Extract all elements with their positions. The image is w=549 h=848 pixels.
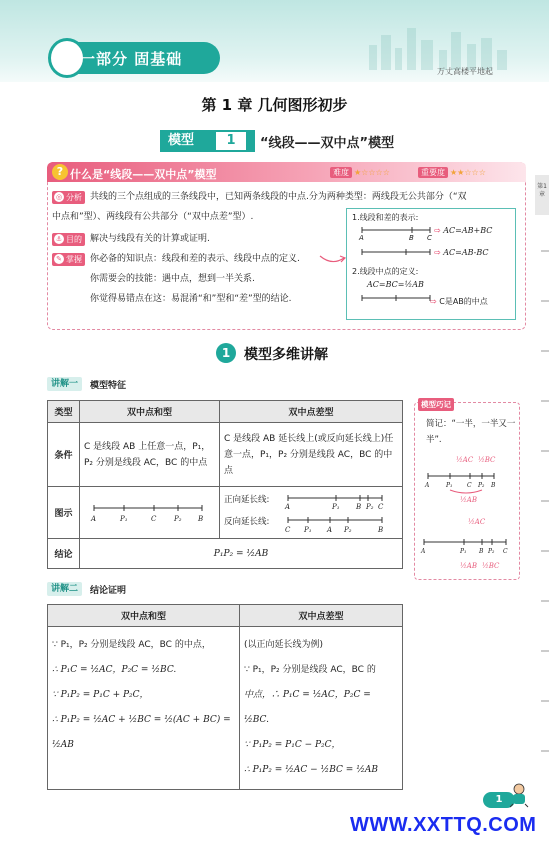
explain1-tag: 讲解一 [47, 377, 82, 391]
proof-header-sum: 双中点和型 [48, 605, 240, 627]
diff-formula-text: AC=AB-BC [443, 248, 489, 257]
svg-text:P₂: P₂ [174, 515, 182, 523]
svg-text:½AB: ½AB [460, 562, 477, 570]
svg-text:A: A [91, 515, 97, 523]
svg-text:½AB: ½AB [460, 496, 477, 504]
proof-diff-line: ∴ P₁P₂ = ½AC − ½BC = ½AB [244, 765, 379, 775]
sum-formula: ⇨ AC=AB+BC [434, 226, 493, 235]
pt-B: B [409, 234, 414, 242]
master-label-text: 掌握 [66, 255, 82, 264]
header-type: 类型 [48, 401, 80, 423]
model-title-bar [160, 130, 400, 152]
goal-label-text: 目的 [66, 235, 82, 244]
svg-text:B: B [479, 548, 484, 555]
proof-sum-line: ∵ P₁P₂ = P₁C + P₂C， [52, 690, 149, 700]
proof-sum-line: ∵ P₁，P₂ 分别是线段 AC，BC 的中点， [52, 640, 211, 650]
intro-title: 什么是“线段——双中点”模型 [70, 168, 217, 181]
segment-diff-figure [358, 244, 438, 260]
side-divider [541, 600, 549, 602]
svg-text:C: C [503, 548, 508, 555]
midpoint-figure [358, 292, 438, 306]
explain1-title: 模型特征 [90, 381, 127, 391]
side-divider [541, 250, 549, 252]
svg-text:A: A [425, 482, 430, 489]
page-number: 1 [483, 792, 515, 808]
pt-A: A [359, 234, 364, 242]
analysis-line-1: 共线的三个点组成的三条线段中，已知两条线段的中点.分为两种类型：两线段无公共部分（“双 [90, 192, 467, 202]
diff-figures [282, 491, 394, 535]
side-divider [541, 650, 549, 652]
proof-table [47, 604, 403, 790]
svg-text:P₁: P₁ [120, 515, 128, 523]
chapter-title: 第 1 章 几何图形初步 [201, 96, 348, 114]
svg-text:A: A [327, 525, 333, 534]
proof-sum-line: ∴ P₁P₂ = ½AC + ½BC = ½(AC + BC) = [52, 715, 231, 725]
svg-text:B: B [491, 482, 496, 489]
master-line-2: 你需要会的技能：遇中点，想到一半关系. [90, 274, 255, 284]
svg-text:P₁: P₁ [446, 482, 453, 489]
svg-text:P₁: P₁ [332, 502, 340, 511]
midpoint-heading: 2.线段中点的定义: [352, 267, 419, 276]
condition-diff: C 是线段 AB 延长线上(或反向延长线上)任意一点，P₁，P₂ 分别是线段 AC，BC 的中点 [220, 423, 403, 487]
key-icon: ✎ [54, 254, 64, 264]
section-title: 模型多维讲解 [244, 347, 328, 363]
slogan: 万丈高楼平地起 [437, 67, 493, 76]
conclusion-formula: P₁P₂ = ½AB [80, 539, 403, 569]
side-divider [541, 550, 549, 552]
proof-diff [240, 627, 403, 790]
proof-diff-line: ∵ P₁，P₂ 分别是线段 AC，BC 的 [244, 665, 376, 675]
master-label [52, 253, 85, 266]
side-divider [541, 750, 549, 752]
goal-label [52, 233, 85, 246]
figure-label: 图示 [48, 487, 80, 539]
red-arrow-icon [318, 252, 348, 266]
master-line-3: 你觉得易错点在这：易混淆“和”型和“差”型的结论. [90, 294, 292, 304]
proof-diff-line: (以正向延长线为例) [244, 640, 324, 650]
city-skyline-icon [359, 20, 519, 70]
sum-formula-text: AC=AB+BC [443, 226, 493, 235]
model-tag: 模型 [160, 130, 255, 152]
svg-text:P₂: P₂ [478, 482, 485, 489]
condition-label: 条件 [48, 423, 80, 487]
header-diff: 双中点差型 [220, 401, 403, 423]
sum-figure [84, 496, 214, 526]
forward-label: 正向延长线: [224, 494, 270, 505]
svg-text:B: B [356, 502, 362, 511]
watermark: WWW.XXTTQ.COM [350, 814, 537, 836]
difficulty-rating [330, 167, 390, 178]
svg-text:C: C [151, 515, 157, 523]
side-divider [541, 500, 549, 502]
svg-text:P₂: P₂ [344, 525, 352, 534]
svg-text:C: C [467, 482, 472, 489]
difficulty-label: 难度 [330, 167, 352, 178]
side-divider [541, 400, 549, 402]
svg-text:B: B [378, 525, 384, 534]
proof-diff-line: ∵ P₁P₂ = P₁C − P₂C， [244, 740, 341, 750]
goal-text: 解决与线段有关的计算或证明. [90, 234, 210, 244]
tip-figures [420, 452, 518, 576]
midpoint-note-text: C是AB的中点 [439, 297, 488, 306]
reverse-label: 反向延长线: [224, 516, 270, 527]
part-title: 第一部分 固基础 [64, 50, 183, 68]
importance-label: 重要度 [418, 167, 448, 178]
model-feature-table [47, 400, 403, 569]
svg-text:B: B [198, 515, 204, 523]
proof-sum-line: ∴ P₁C = ½AC，P₂C = ½BC. [52, 665, 177, 675]
side-divider [541, 300, 549, 302]
explain2-title: 结论证明 [90, 586, 127, 596]
analysis-label-text: 分析 [66, 193, 82, 202]
master-line-1: 你必备的知识点：线段和差的表示、线段中点的定义. [90, 254, 300, 264]
target-icon: ⚓ [55, 235, 63, 243]
sum-diff-heading: 1.线段和差的表示: [352, 213, 419, 222]
svg-text:A: A [421, 548, 426, 555]
header-sum: 双中点和型 [80, 401, 220, 423]
analysis-label [52, 191, 85, 204]
diff-formula: ⇨ AC=AB-BC [434, 248, 489, 257]
figure-diff [220, 487, 403, 539]
midpoint-note: ⇨ C是AB的中点 [430, 297, 488, 306]
conclusion-label: 结论 [48, 539, 80, 569]
svg-text:C: C [378, 502, 384, 511]
analysis-line-2: 中点和”型）、两线段有公共部分（“双中点差”型）. [52, 212, 254, 222]
svg-text:A: A [285, 502, 291, 511]
magnifier-icon: ◎ [55, 193, 63, 201]
chapter-side-tab[interactable]: 第1章 [535, 175, 549, 215]
proof-sum-line: ½AB [52, 740, 74, 750]
difficulty-stars: ★☆☆☆☆ [354, 168, 390, 177]
midpoint-formula: AC=BC=½AB [367, 280, 424, 289]
pt-C: C [427, 234, 432, 242]
svg-text:P₂: P₂ [488, 548, 495, 555]
model-number: 1 [216, 132, 246, 150]
tip-text: 简记：“一半，一半又一半”. [426, 419, 516, 445]
figure-sum [80, 487, 220, 539]
svg-text:P₂: P₂ [366, 502, 374, 511]
svg-text:½AC: ½AC [468, 518, 486, 526]
importance-rating [418, 167, 486, 178]
side-divider [541, 350, 549, 352]
side-divider [541, 700, 549, 702]
condition-sum: C 是线段 AB 上任意一点，P₁，P₂ 分别是线段 AC，BC 的中点 [80, 423, 220, 487]
proof-sum [48, 627, 240, 790]
svg-text:P₁: P₁ [460, 548, 467, 555]
svg-text:½AC: ½AC [456, 456, 474, 464]
proof-header-diff: 双中点差型 [240, 605, 403, 627]
importance-stars: ★★☆☆☆ [450, 168, 486, 177]
mascot-icon [508, 782, 530, 808]
tip-label: 模型巧记 [418, 398, 454, 411]
svg-text:½BC: ½BC [478, 456, 496, 464]
svg-text:C: C [285, 525, 291, 534]
question-icon: ? [52, 164, 68, 180]
section-number: 1 [216, 343, 236, 363]
segment-sum-figure [358, 222, 438, 244]
explain2-tag: 讲解二 [47, 582, 82, 596]
svg-text:½BC: ½BC [482, 562, 500, 570]
svg-text:P₁: P₁ [304, 525, 312, 534]
side-divider [541, 450, 549, 452]
model-name: “线段——双中点”模型 [260, 136, 395, 151]
proof-diff-line: 中点，∴ P₁C = ½AC，P₂C = ½BC. [244, 690, 371, 725]
